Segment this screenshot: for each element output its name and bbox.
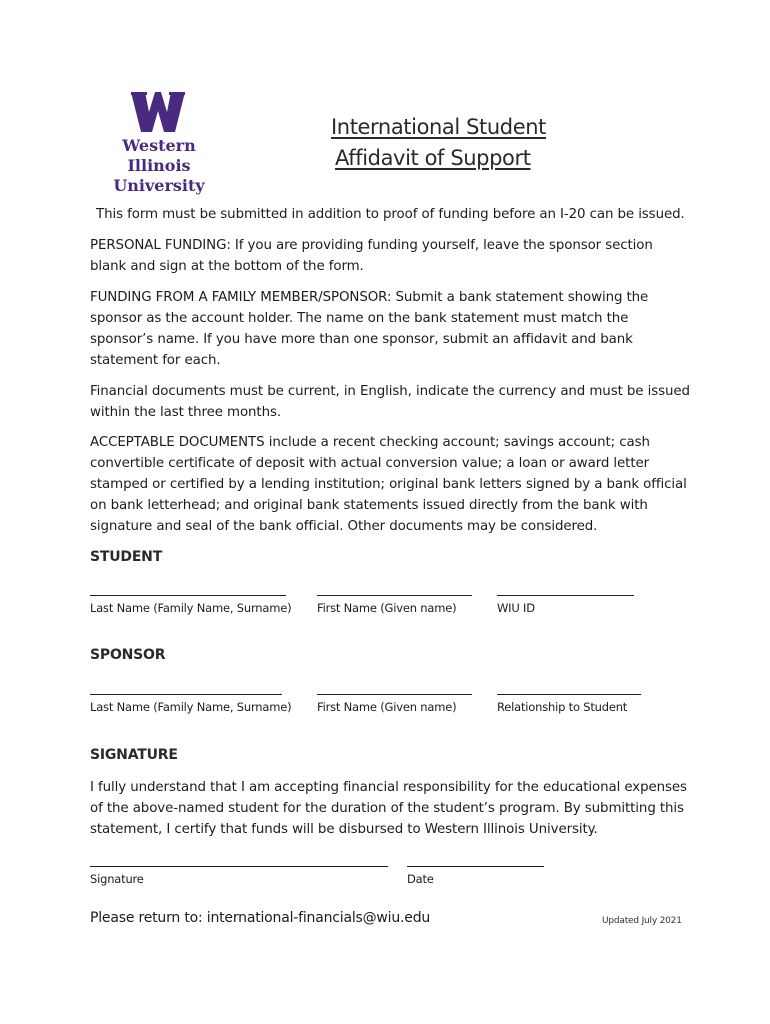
personal-funding-paragraph: PERSONAL FUNDING: If you are providing funding yourself, leave the sponsor section blank and sign at the bottom of the form. xyxy=(90,238,653,274)
signature-heading: SIGNATURE xyxy=(90,747,178,763)
signature-label: Signature xyxy=(90,872,144,886)
date-label: Date xyxy=(407,872,434,886)
sponsor-first-name-label: First Name (Given name) xyxy=(317,700,457,714)
sponsor-first-name-field[interactable] xyxy=(317,694,472,714)
student-id-line[interactable] xyxy=(497,595,634,596)
student-first-name-label: First Name (Given name) xyxy=(317,601,457,615)
sponsor-heading: SPONSOR xyxy=(90,647,166,663)
student-heading: STUDENT xyxy=(90,549,163,565)
signature-field[interactable] xyxy=(90,866,388,886)
sponsor-last-name-label: Last Name (Family Name, Surname) xyxy=(90,700,292,714)
date-field[interactable] xyxy=(407,866,544,886)
page-title xyxy=(331,112,546,174)
sponsor-last-name-field[interactable] xyxy=(90,694,291,714)
student-first-name-field[interactable] xyxy=(317,595,472,615)
student-last-name-label: Last Name (Family Name, Surname) xyxy=(90,601,292,615)
return-email-link[interactable]: international-financials@wiu.edu xyxy=(206,910,431,926)
signature-line[interactable] xyxy=(90,866,388,867)
title-line2: Affidavit of Support xyxy=(335,146,531,170)
student-last-name-field[interactable] xyxy=(90,595,291,615)
university-logo xyxy=(90,92,240,196)
student-last-name-line[interactable] xyxy=(90,595,286,596)
family-funding-paragraph: FUNDING FROM A FAMILY MEMBER/SPONSOR: Submit a bank statement showing the sponsor as the account holder. The name on the bank statement must match the sponsor’s name. If you have more than one sponsor, submit an affidavit and bank statement for each. xyxy=(90,290,649,368)
wiu-w-logo-icon xyxy=(131,92,185,132)
sponsor-last-name-line[interactable] xyxy=(90,694,282,695)
sponsor-relationship-field[interactable] xyxy=(497,694,641,714)
sponsor-relationship-label: Relationship to Student xyxy=(497,700,628,714)
student-id-field[interactable] xyxy=(497,595,634,615)
signature-statement: I fully understand that I am accepting financial responsibility for the educational expenses of the above-named student for the duration of the student’s program. By submitting this statement, I certify that funds will be disbursed to Western Illinois University. xyxy=(90,780,687,837)
sponsor-relationship-line[interactable] xyxy=(497,694,641,695)
return-prefix: Please return to: xyxy=(90,910,207,926)
student-id-label: WIU ID xyxy=(497,601,535,615)
intro-paragraph: This form must be submitted in addition to proof of funding before an I-20 can be issued. xyxy=(96,207,685,222)
return-instructions xyxy=(90,910,430,926)
financial-documents-paragraph: Financial documents must be current, in English, indicate the currency and must be issued within the last three months. xyxy=(90,384,690,420)
sponsor-first-name-line[interactable] xyxy=(317,694,472,695)
title-line1: International Student xyxy=(331,115,546,139)
logo-text-line2: University xyxy=(113,176,205,195)
date-line[interactable] xyxy=(407,866,544,867)
student-first-name-line[interactable] xyxy=(317,595,472,596)
logo-text-line1: Western Illinois xyxy=(122,136,196,175)
acceptable-documents-paragraph: ACCEPTABLE DOCUMENTS include a recent checking account; savings account; cash convertible certificate of deposit with actual conversion value; a loan or award letter stamped or certified by a lending institution; original bank letters signed by a bank official on bank letterhead; and original bank statements issued directly from the bank with signature and seal of the bank official. Other documents may be considered. xyxy=(90,435,687,534)
updated-date: Updated July 2021 xyxy=(602,916,682,926)
